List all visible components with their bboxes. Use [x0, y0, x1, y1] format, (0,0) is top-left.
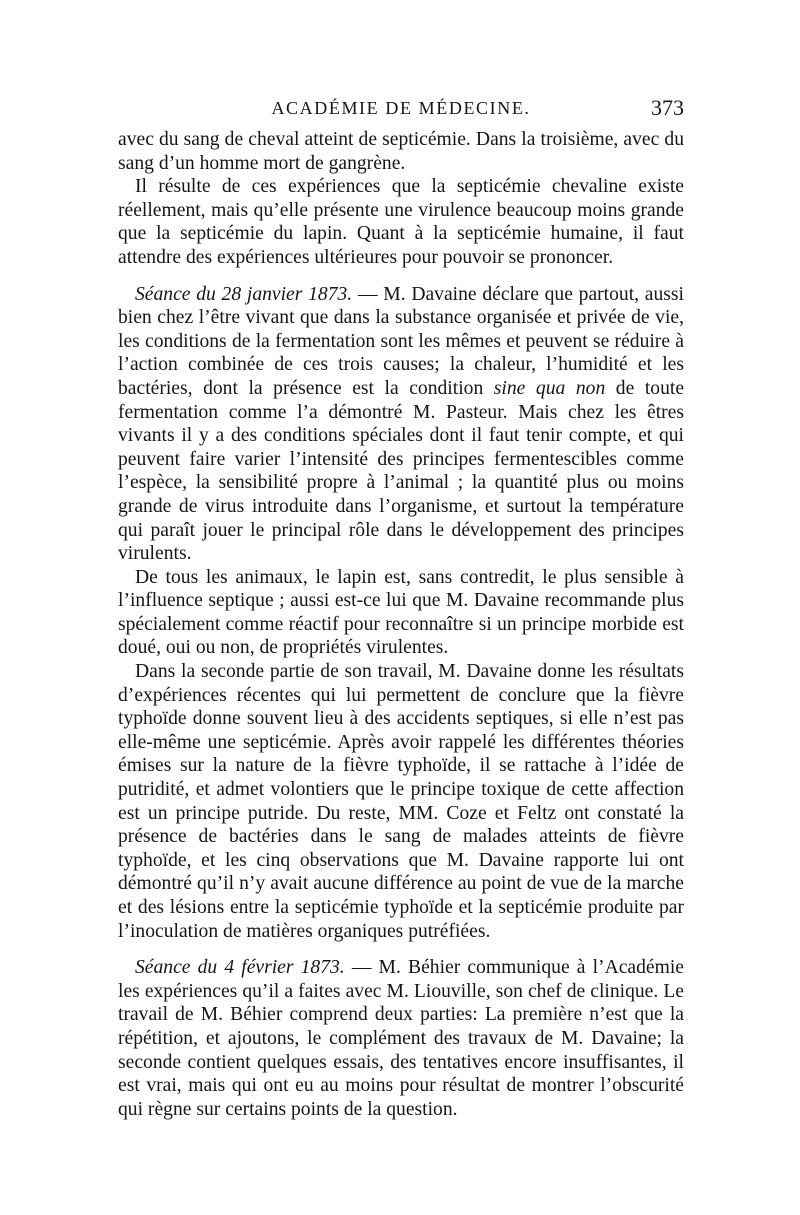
body-text [118, 128, 684, 1121]
paragraph-5: Dans la seconde partie de son travail, M. Davaine donne les résultats d’expériences récentes qui lui permettent de conclure que la fièvre typhoïde donne souvent lieu à des accidents septiques, si elle n’est pas elle-même une septicémie. Après avoir rappelé les différentes théories émises sur la nature de la fièvre typhoïde, il se rattache à l’idée de putridité, et admet volontiers que le principe toxique de cette affection est un principe putride. Du reste, MM. Coze et Feltz ont constaté la présence de bactéries dans le sang de malades atteints de fièvre typhoïde, et les cinq observations que M. Davaine rapporte lui ont démontré qu’il n’y avait aucune différence au point de vue de la marche et des lésions entre la septicémie typhoïde et la septicémie produite par l’inoculation de matières organiques putréfiées. [118, 661, 684, 942]
paragraph-1: avec du sang de cheval atteint de septicémie. Dans la troisième, avec du sang d’un homme mort de gangrène. [118, 129, 684, 174]
paragraph-seance-4-fevrier [118, 956, 684, 1121]
paragraph-seance-28-janvier [118, 283, 684, 566]
paragraph-text: — M. Béhier communique à l’Académie les expériences qu’il a faites avec M. Liouville, son chef de clinique. Le travail de M. Béhier comprend deux parties: La première n’est que la répétition, et ajoutons, le complément des travaux de M. Davaine; la seconde contient quelques essais, des tentatives encore insuffisantes, il est vrai, mais qui ont eu au moins pour résultat de montrer l’obscurité qui règne sur certains points de la question. [118, 957, 684, 1120]
paragraph-2: Il résulte de ces expériences que la septicémie chevaline existe réellement, mais qu’elle présente une virulence beaucoup moins grande que la septicémie du lapin. Quant à la septicémie humaine, il faut attendre des expériences ultérieures pour pouvoir se prononcer. [118, 176, 684, 268]
paragraph-4: De tous les animaux, le lapin est, sans contredit, le plus sensible à l’influence septique ; aussi est-ce lui que M. Davaine recommande plus spécialement comme réactif pour reconnaître si un principe morbide est doué, oui ou non, de propriétés virulentes. [118, 566, 684, 659]
session-date: Séance du 4 février 1873. [135, 957, 345, 979]
latin-phrase: sine qua non [493, 377, 606, 399]
session-date: Séance du 28 janvier 1873. [135, 283, 353, 305]
page-number: 373 [651, 95, 684, 120]
paragraph-text: — M. Davaine déclare que partout, aussi bien chez l’être vivant que dans la substance organisée et privée de vie, les conditions de la fermentation sont les mêmes et peuvent se réduire à l’action combinée de ces trois causes; la chaleur, l’humidité et les bactéries, dont la présence est la condition [118, 283, 684, 399]
paragraph-text: de toute fermentation comme l’a démontré M. Pasteur. Mais chez les êtres vivants il y a des conditions spéciales dont il faut tenir compte, et qui peuvent faire varier l’intensité des principes fermentescibles comme l’espèce, la sensibilité propre à l’animal ; la quantité plus ou moins grande de virus introduite dans l’organisme, et surtout la température qui paraît jouer le principal rôle dans le développement des principes virulents. [118, 377, 685, 565]
running-title: ACADÉMIE DE MÉDECINE. [271, 98, 531, 118]
page-header [118, 95, 684, 128]
